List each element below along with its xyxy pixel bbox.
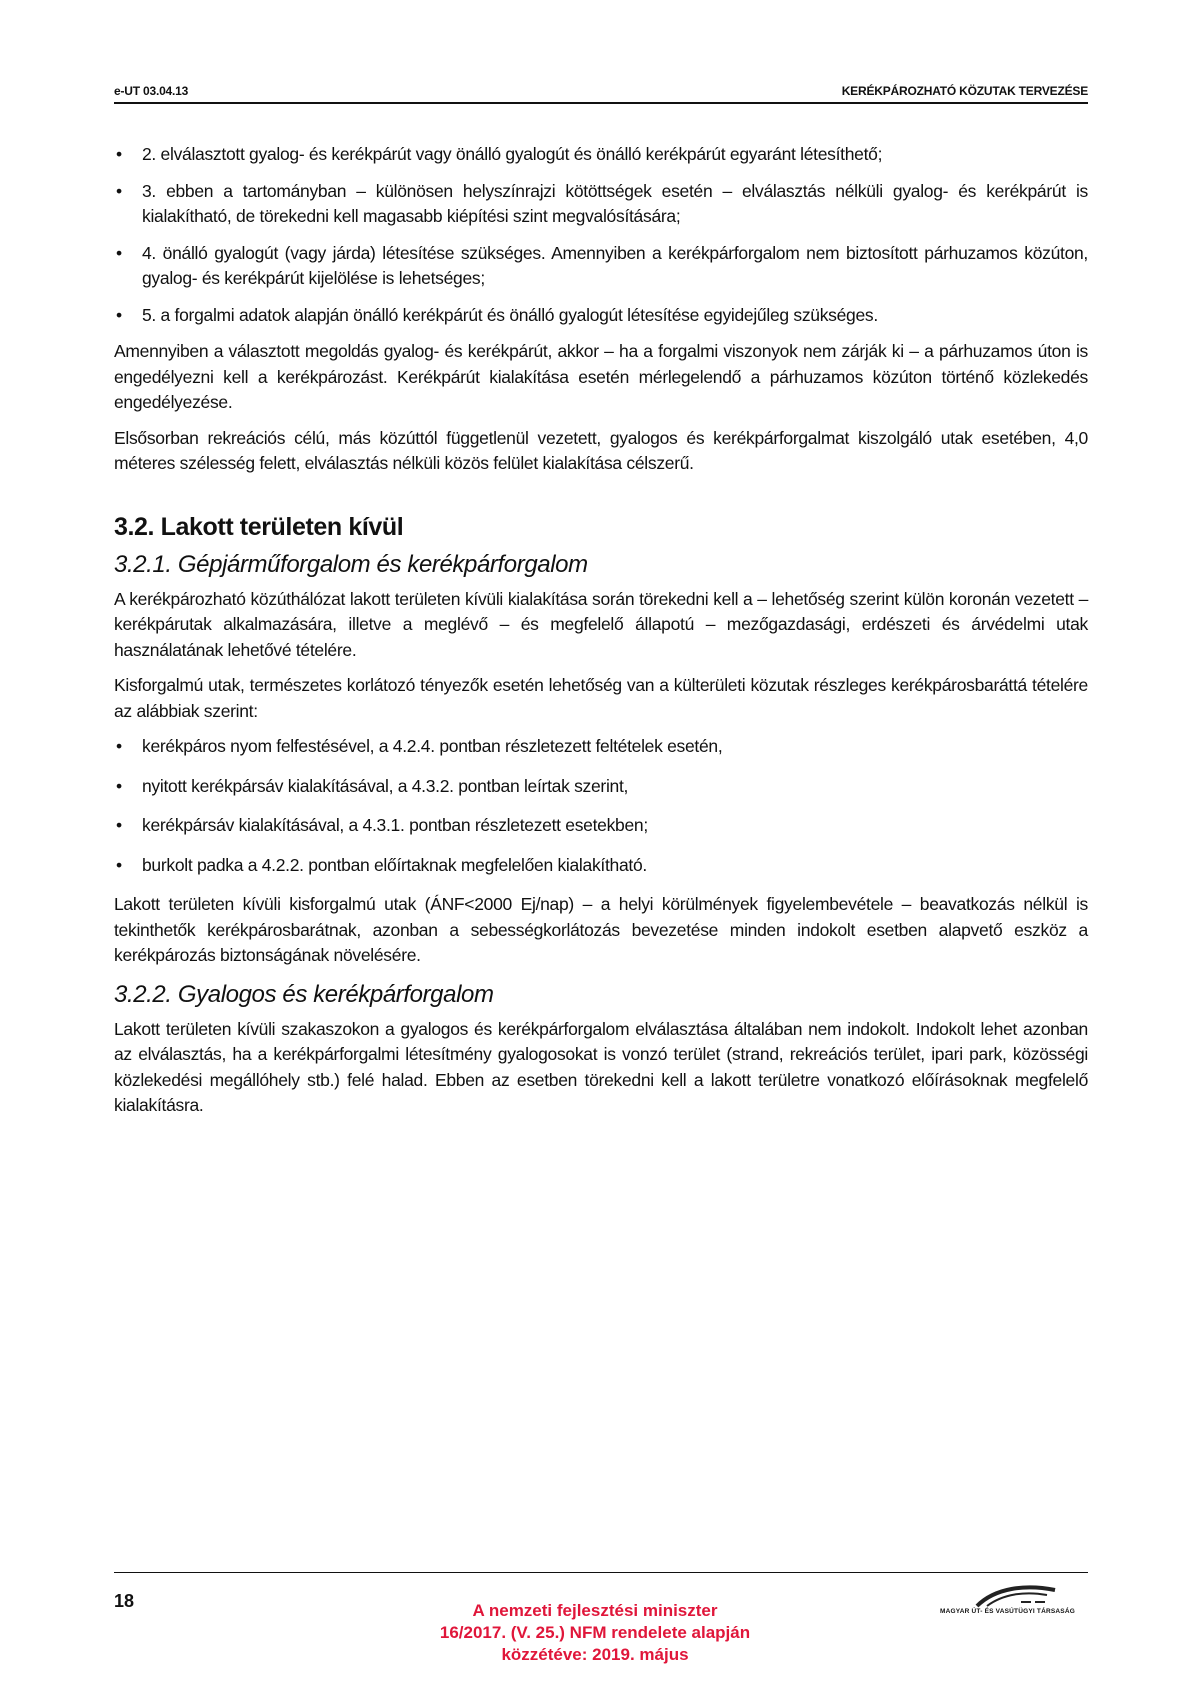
bullet-icon: • — [116, 180, 122, 201]
header-divider — [114, 102, 1088, 104]
page-number: 18 — [114, 1591, 135, 1611]
section-heading: 3.2. Lakott területen kívül — [114, 512, 404, 541]
document-code: e-UT 03.04.13 — [114, 84, 189, 98]
bullet-icon: • — [116, 775, 122, 796]
publication-note-line: 16/2017. (V. 25.) NFM rendelete alapján — [439, 1623, 751, 1642]
bullet-icon: • — [116, 736, 122, 756]
publication-note-line: közzétéve: 2019. május — [501, 1645, 689, 1664]
list-item: • kerékpársáv kialakításával, a 4.3.1. pontban részletezett esetekben; — [114, 813, 1088, 839]
footer-divider — [114, 1572, 1088, 1573]
paragraph: Lakott területen kívüli szakaszokon a gyalogos és kerékpárforgalom elválasztása általában nem indokolt. Indokolt lehet azonban az elválasztás, ha a kerékpárforgalmi létesítmény gyalogosokat is vonzó terület (strand, rekreációs terület, ipari park, közösségi közlekedési megállóhely stb.) felé halad. Ebben az esetben törekedni kell a lakott területre vonatkozó előírásoknak megfelelő kialakításra. — [114, 1018, 1088, 1115]
paragraph: Lakott területen kívüli kisforgalmú utak (ÁNF<2000 Ej/nap) – a helyi körülmények figyelembevétele – beavatkozás nélkül is tekinthetők kerékpárosbarátnak, azonban a sebességkorlátozás bevezetése minden indokolt esetben alapvető eszköz a kerékpározás biztonságának növelésére. — [114, 894, 1088, 965]
bullet-icon: • — [116, 304, 122, 325]
list-item: • 4. önálló gyalogút (vagy járda) létesítése szükséges. Amennyiben a kerékpárforgalom nem biztosított párhuzamos közúton, gyalog- és kerékpárút kijelölése is lehetséges; — [116, 242, 1088, 288]
bullet-icon: • — [116, 144, 122, 164]
measures-bullet-list — [114, 734, 1088, 878]
list-item: • 3. ebben a tartományban – különösen helyszínrajzi kötöttségek esetén – elválasztás nélküli gyalog- és kerékpárút is kialakítható, de törekedni kell magasabb kiépítési szint megvalósítására; — [116, 180, 1088, 226]
intro-bullet-list — [114, 142, 1088, 328]
document-title: KERÉKPÁROZHATÓ KÖZUTAK TERVEZÉSE — [841, 84, 1088, 98]
logo-caption: MAGYAR ÚT- ÉS VASÚTÜGYI TÁRSASÁG — [940, 1608, 1075, 1615]
bullet-icon: • — [116, 815, 122, 835]
paragraph: A kerékpározható közúthálózat lakott területen kívüli kialakítása során törekedni kell a – lehetőség szerint külön koronán vezetett – kerékpárutak alkalmazására, illetve a meglévő – és megfelelő állapotú – mezőgazdasági, erdészeti és árvédelmi utak használatának lehetővé tételére. — [114, 588, 1088, 660]
page-header — [114, 84, 1088, 104]
list-item: • nyitott kerékpársáv kialakításával, a 4.3.2. pontban leírtak szerint, — [114, 774, 1088, 800]
page-body — [114, 142, 1088, 1129]
bullet-icon: • — [116, 242, 122, 263]
paragraph: Amennyiben a választott megoldás gyalog- és kerékpárút, akkor – ha a forgalmi viszonyok nem zárják ki – a párhuzamos úton is engedélyezni kell a kerékpározást. Kerékpárút kialakítása esetén mérlegelendő a párhuzamos közúton történő közlekedés engedélyezése. — [114, 341, 1088, 412]
list-item: • burkolt padka a 4.2.2. pontban előírtaknak megfelelően kialakítható. — [114, 853, 1088, 879]
paragraph: Kisforgalmú utak, természetes korlátozó tényezők esetén lehetőség van a külterületi közutak részleges kerékpárosbaráttá tételére az alábbiak szerint: — [114, 675, 1088, 721]
subsection-heading: 3.2.1. Gépjárműforgalom és kerékpárforgalom — [114, 550, 588, 578]
list-item: • 5. a forgalmi adatok alapján önálló kerékpárút és önálló gyalogút létesítése egyidejűleg szükséges. — [114, 303, 1088, 329]
list-item: • kerékpáros nyom felfestésével, a 4.2.4. pontban részletezett feltételek esetén, — [114, 734, 1088, 760]
publication-note-line: A nemzeti fejlesztési miniszter — [472, 1601, 718, 1620]
society-logo — [925, 1582, 1090, 1624]
list-item: • 2. elválasztott gyalog- és kerékpárút vagy önálló gyalogút és önálló kerékpárút egyaránt létesíthető; — [114, 142, 1088, 168]
bullet-icon: • — [116, 854, 122, 875]
paragraph: Elsősorban rekreációs célú, más közúttól függetlenül vezetett, gyalogos és kerékpárforgalmat kiszolgáló utak esetében, 4,0 méteres szélesség felett, elválasztás nélküli közös felület kialakítása célszerű. — [114, 427, 1088, 473]
subsection-heading: 3.2.2. Gyalogos és kerékpárforgalom — [114, 980, 494, 1008]
road-arc-icon — [925, 1582, 1090, 1608]
publication-note — [345, 1600, 845, 1666]
